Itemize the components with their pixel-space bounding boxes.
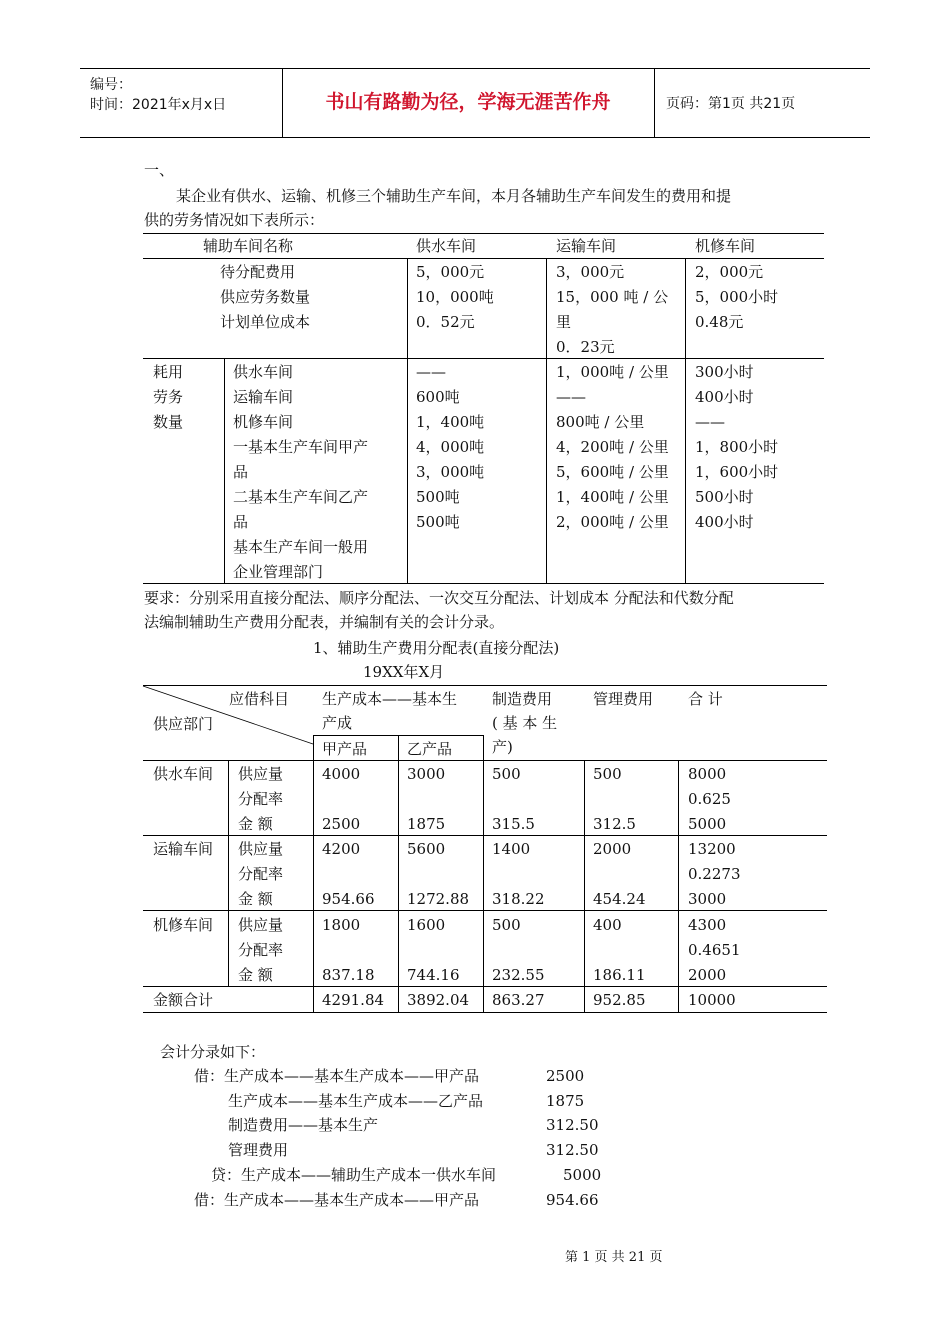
consumer-label: 二基本生产车间乙产: [233, 488, 369, 506]
dept-label: 供水车间: [153, 765, 214, 783]
page-footer: 第 1 页 共 21 页: [565, 1250, 663, 1265]
qty-cell: 4300: [688, 916, 727, 934]
table-rule: [685, 258, 686, 583]
col-header: 合 计: [688, 690, 723, 708]
header-divider: [654, 69, 655, 137]
entry-amount: 5000: [563, 1166, 602, 1184]
amount-cell: 2500: [322, 815, 361, 833]
qty-cell: 4000: [322, 765, 361, 783]
col-header: 管理费用: [593, 690, 654, 708]
water-use: 1，400吨: [416, 413, 485, 431]
group-label: 劳务: [153, 388, 184, 406]
intro-line-2: 供的劳务情况如下表所示：: [144, 211, 325, 229]
transport-value: 3，000元: [556, 263, 625, 281]
entry-text: 生产成本——基本生产成本——乙产品: [228, 1092, 484, 1110]
consumer-label: 供水车间: [233, 363, 294, 381]
sub-label: 供应量: [238, 840, 284, 858]
entry-amount: 312.50: [546, 1141, 599, 1159]
repair-use: 400小时: [695, 388, 754, 406]
amount-cell: 312.5: [593, 815, 636, 833]
consumer-label: 基本生产车间一般用: [233, 538, 369, 556]
col-header: 乙产品: [407, 740, 453, 758]
water-value: 5，000元: [416, 263, 485, 281]
table-rule: [398, 735, 399, 1012]
col-header: 供水车间: [416, 237, 477, 255]
col-header: 产): [492, 738, 513, 756]
qty-cell: 1400: [492, 840, 531, 858]
entry-text: 借：生产成本——基本生产成本——甲产品: [194, 1067, 480, 1085]
transport-use: 800吨 / 公里: [556, 413, 645, 431]
qty-cell: 4200: [322, 840, 361, 858]
col-header: 机修车间: [695, 237, 756, 255]
col-header: 甲产品: [322, 740, 368, 758]
total-cell: 952.85: [593, 991, 646, 1009]
amount-cell: 315.5: [492, 815, 535, 833]
qty-cell: 8000: [688, 765, 727, 783]
consumer-label: 机修车间: [233, 413, 294, 431]
diag-top-label: 应借科目: [229, 690, 290, 708]
qty-cell: 13200: [688, 840, 736, 858]
amount-cell: 5000: [688, 815, 727, 833]
total-cell: 3892.04: [407, 991, 470, 1009]
col-header: 辅助车间名称: [203, 237, 294, 255]
consumer-label: 品: [233, 463, 249, 481]
header-meta: [90, 75, 226, 115]
repair-value: 0.48元: [695, 313, 744, 331]
page-header: [80, 68, 870, 138]
entry-amount: 1875: [546, 1092, 585, 1110]
number-label: 编号：: [90, 77, 132, 93]
total-cell: 863.27: [492, 991, 545, 1009]
entry-text: 制造费用——基本生产: [228, 1116, 379, 1134]
requirement-line-2: 法编制辅助生产费用分配表，并编制有关的会计分录。: [144, 613, 505, 631]
repair-use: 500小时: [695, 488, 754, 506]
item-label: 待分配费用: [220, 263, 296, 281]
qty-cell: 2000: [593, 840, 632, 858]
qty-cell: 500: [593, 765, 622, 783]
table2-date: 19XX年X月: [363, 663, 445, 681]
consumer-label: 品: [233, 513, 249, 531]
amount-cell: 3000: [688, 890, 727, 908]
table-rule: [584, 760, 585, 1012]
repair-use: 400小时: [695, 513, 754, 531]
sub-label: 分配率: [238, 941, 284, 959]
repair-use: ——: [695, 413, 725, 431]
sub-label: 供应量: [238, 765, 284, 783]
total-label: 金额合计: [153, 991, 214, 1009]
amount-cell: 837.18: [322, 966, 375, 984]
entry-text: 借：生产成本——基本生产成本——甲产品: [194, 1191, 480, 1209]
transport-use: ——: [556, 388, 586, 406]
amount-cell: 2000: [688, 966, 727, 984]
water-use: 500吨: [416, 513, 460, 531]
amount-cell: 1875: [407, 815, 446, 833]
water-use: 3，000吨: [416, 463, 485, 481]
transport-use: 1，000吨 / 公里: [556, 363, 669, 381]
consumer-label: 运输车间: [233, 388, 294, 406]
repair-use: 300小时: [695, 363, 754, 381]
transport-value: 15，000 吨 / 公: [556, 288, 669, 306]
amount-cell: 186.11: [593, 966, 646, 984]
sub-label: 金 额: [238, 890, 273, 908]
water-use: 4，000吨: [416, 438, 485, 456]
table-rule: [143, 358, 824, 359]
entry-text: 管理费用: [228, 1141, 289, 1159]
repair-use: 1，800小时: [695, 438, 779, 456]
col-header: ( 基 本 生: [492, 714, 558, 732]
item-label: 供应劳务数量: [220, 288, 311, 306]
sub-label: 金 额: [238, 966, 273, 984]
item-label: 计划单位成本: [220, 313, 311, 331]
amount-cell: 744.16: [407, 966, 460, 984]
table-rule: [313, 735, 314, 1012]
group-label: 耗用: [153, 363, 184, 381]
qty-cell: 1600: [407, 916, 446, 934]
col-header: 制造费用: [492, 690, 553, 708]
amount-cell: 232.55: [492, 966, 545, 984]
col-header: 生产成本——基本生: [322, 690, 458, 708]
entries-intro: 会计分录如下：: [160, 1043, 266, 1061]
repair-value: 5，000小时: [695, 288, 779, 306]
dept-label: 机修车间: [153, 916, 214, 934]
header-motto: 书山有路勤为径，学海无涯苦作舟: [325, 91, 611, 113]
section-number: 一、: [144, 161, 175, 179]
col-header: 产成: [322, 714, 353, 732]
table-rule: [546, 258, 547, 583]
qty-cell: 400: [593, 916, 622, 934]
entry-amount: 954.66: [546, 1191, 599, 1209]
amount-cell: 318.22: [492, 890, 545, 908]
sub-label: 供应量: [238, 916, 284, 934]
amount-cell: 954.66: [322, 890, 375, 908]
sub-label: 金 额: [238, 815, 273, 833]
water-use: 600吨: [416, 388, 460, 406]
rate-cell: 0.2273: [688, 865, 741, 883]
transport-use: 4，200吨 / 公里: [556, 438, 669, 456]
water-use: 500吨: [416, 488, 460, 506]
requirement-line-1: 要求：分别采用直接分配法、顺序分配法、一次交互分配法、计划成本 分配法和代数分配: [144, 589, 734, 607]
transport-value: 里: [556, 313, 572, 331]
diag-bottom-label: 供应部门: [153, 715, 214, 733]
consumer-label: 一基本生产车间甲产: [233, 438, 369, 456]
qty-cell: 3000: [407, 765, 446, 783]
col-header: 运输车间: [556, 237, 617, 255]
qty-cell: 5600: [407, 840, 446, 858]
qty-cell: 500: [492, 765, 521, 783]
repair-value: 2，000元: [695, 263, 764, 281]
time-label: 时间：2021年x月x日: [90, 97, 227, 113]
amount-cell: 1272.88: [407, 890, 470, 908]
repair-use: 1，600小时: [695, 463, 779, 481]
group-label: 数量: [153, 413, 184, 431]
table-rule: [483, 735, 484, 1012]
water-value: 10，000吨: [416, 288, 494, 306]
qty-cell: 500: [492, 916, 521, 934]
rate-cell: 0.625: [688, 790, 731, 808]
entry-amount: 2500: [546, 1067, 585, 1085]
table-rule: [143, 760, 827, 761]
total-cell: 10000: [688, 991, 736, 1009]
total-cell: 4291.84: [322, 991, 385, 1009]
table2-title: 1、辅助生产费用分配表(直接分配法): [313, 639, 560, 657]
table-rule: [228, 760, 229, 986]
rate-cell: 0.4651: [688, 941, 741, 959]
consumer-label: 企业管理部门: [233, 563, 324, 581]
entry-text: 贷：生产成本——辅助生产成本一供水车间: [211, 1166, 497, 1184]
dept-label: 运输车间: [153, 840, 214, 858]
table-rule: [678, 760, 679, 1012]
water-use: ——: [416, 363, 446, 381]
qty-cell: 1800: [322, 916, 361, 934]
water-value: 0．52元: [416, 313, 475, 331]
transport-value: 0．23元: [556, 338, 615, 356]
table-rule: [407, 258, 408, 583]
sub-label: 分配率: [238, 865, 284, 883]
transport-use: 2，000吨 / 公里: [556, 513, 669, 531]
transport-use: 5，600吨 / 公里: [556, 463, 669, 481]
entry-amount: 312.50: [546, 1116, 599, 1134]
amount-cell: 454.24: [593, 890, 646, 908]
transport-use: 1，400吨 / 公里: [556, 488, 669, 506]
table-rule: [224, 358, 225, 583]
sub-label: 分配率: [238, 790, 284, 808]
header-page-number: 页码：第1页 共21页: [666, 96, 796, 112]
intro-line-1: 某企业有供水、运输、机修三个辅助生产车间，本月各辅助生产车间发生的费用和提: [176, 187, 732, 205]
